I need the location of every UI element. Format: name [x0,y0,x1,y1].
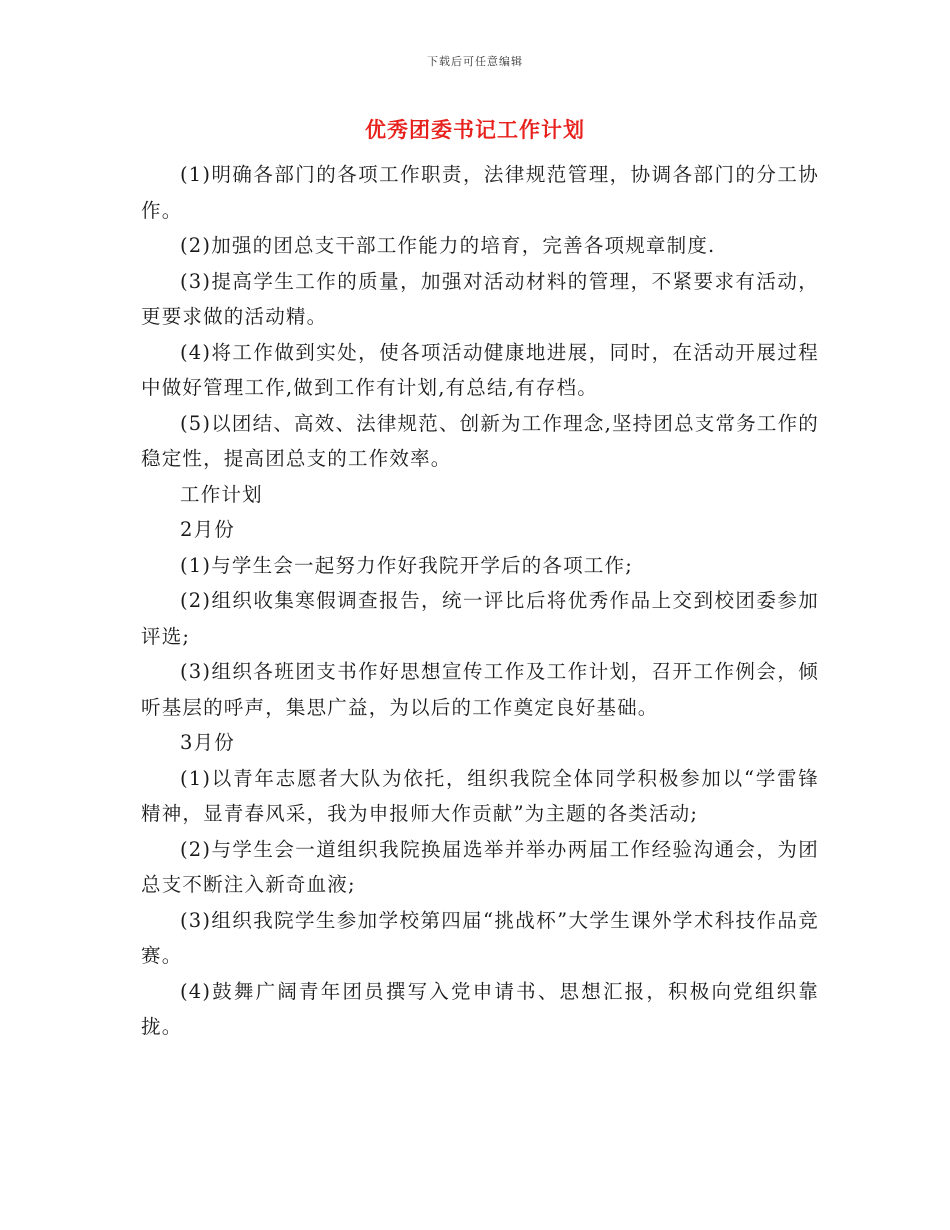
paragraph: (4)鼓舞广阔青年团员撰写入党申请书、思想汇报，积极向党组织靠拢。 [141,979,819,1038]
paragraph: (2)组织收集寒假调查报告，统一评比后将优秀作品上交到校团委参加评选; [141,589,819,648]
paragraph: (3)提高学生工作的质量，加强对活动材料的管理，不紧要求有活动，更要求做的活动精。 [141,269,819,328]
header-note: 下载后可任意编辑 [427,55,523,68]
document-title: 优秀团委书记工作计划 [365,117,585,142]
paragraph: (5)以团结、高效、法律规范、创新为工作理念,坚持团总支常务工作的稳定性，提高团总支的工作效率。 [141,411,819,470]
paragraph: (1)以青年志愿者大队为依托，组织我院全体同学积极参加以“学雷锋精神，显青春风采，我为申报师大作贡献”为主题的各类活动; [141,766,819,825]
paragraph: (2)加强的团总支干部工作能力的培育，完善各项规章制度. [180,234,716,257]
section-heading: 工作计划 [180,482,263,506]
month-heading: 2月份 [180,518,236,541]
paragraph: (4)将工作做到实处，使各项活动健康地进展，同时，在活动开展过程中做好管理工作,做到工作有计划,有总结,有存档。 [141,340,819,399]
paragraph: (1)与学生会一起努力作好我院开学后的各项工作; [180,553,633,577]
paragraph: (3)组织各班团支书作好思想宣传工作及工作计划，召开工作例会，倾听基层的呼声，集思广益，为以后的工作奠定良好基础。 [141,660,819,719]
document-body [141,157,819,1045]
month-heading: 3月份 [180,731,236,754]
paragraph: (1)明确各部门的各项工作职责，法律规范管理，协调各部门的分工协作。 [141,163,819,222]
paragraph: (3)组织我院学生参加学校第四届“挑战杯”大学生课外学术科技作品竞赛。 [141,908,819,967]
paragraph: (2)与学生会一道组织我院换届选举并举办两届工作经验沟通会，为团总支不断注入新奇血液; [141,837,819,896]
